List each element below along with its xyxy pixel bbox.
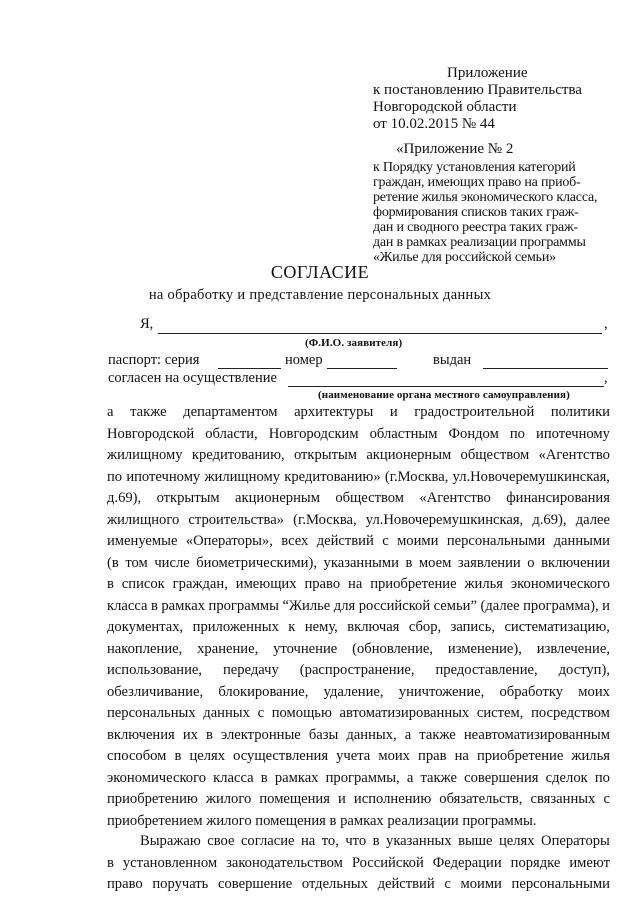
text-line	[107, 574, 610, 596]
word: программа),	[523, 597, 599, 614]
word: базы	[308, 726, 339, 743]
word: а	[107, 404, 114, 420]
word: данных,	[346, 726, 397, 743]
word: моими	[397, 533, 439, 549]
word: жилого	[205, 791, 252, 807]
word: что	[345, 833, 367, 849]
word: числе	[154, 554, 190, 571]
word: акционерным	[235, 490, 320, 506]
word: блокирование,	[218, 683, 309, 700]
text-line	[107, 831, 610, 853]
word: класса	[107, 597, 148, 614]
text-line	[107, 703, 610, 725]
word: список	[121, 576, 165, 592]
word: заявлении	[457, 554, 521, 571]
word: д.69),	[107, 490, 142, 506]
word: имеют	[569, 854, 610, 871]
word: право	[304, 576, 341, 592]
word: отдельных	[301, 876, 368, 892]
word: исполнению	[353, 791, 432, 807]
i-label: Я,	[140, 316, 154, 332]
word: Федерации	[432, 854, 502, 871]
word: Выражаю	[140, 833, 201, 849]
word: и	[602, 597, 610, 614]
word: кредитованию,	[191, 447, 285, 463]
word: прав	[418, 748, 447, 764]
word: приобретению	[107, 791, 198, 807]
word: рамках	[274, 769, 319, 786]
appendix-line-2: к постановлению Правительства	[373, 82, 582, 98]
word: строительства»	[188, 511, 284, 528]
word: жилищному	[204, 468, 281, 485]
word: осуществления	[233, 748, 329, 764]
word: документах,	[107, 619, 184, 635]
appendix-line-3: Новгородской области	[373, 99, 517, 115]
word: Новгородской	[107, 425, 195, 442]
word: систематизацию,	[504, 619, 610, 635]
word: том	[125, 554, 148, 571]
word: помощью	[271, 705, 332, 721]
word: архитектуры	[294, 404, 374, 420]
word: передачу	[223, 662, 279, 678]
word: в	[372, 833, 380, 849]
word: персональными	[446, 533, 546, 549]
word: и	[389, 404, 398, 420]
word: моем	[418, 554, 452, 571]
word: данными	[553, 533, 610, 549]
word: совершения	[464, 769, 539, 786]
word: указанными	[323, 554, 399, 571]
word: с	[382, 533, 389, 549]
word: биометрическими),	[196, 554, 317, 571]
text-line	[107, 596, 610, 618]
passport-label: паспорт: серия	[108, 352, 200, 368]
word: (в	[107, 554, 119, 571]
word: в	[405, 554, 413, 571]
word: граждан,	[172, 576, 228, 592]
word: приобретение	[476, 748, 564, 764]
word: персональных	[107, 705, 196, 721]
appendix-2-line-4: формирования списков таких граж-	[373, 205, 579, 220]
text-line	[107, 402, 610, 424]
text-line	[107, 553, 610, 575]
document-title: СОГЛАСИЕ	[270, 262, 370, 282]
text-line	[107, 789, 610, 811]
word: с	[257, 705, 265, 721]
word: «Операторы»,	[185, 533, 273, 549]
word: систем,	[476, 705, 524, 721]
word: финансирования	[506, 490, 610, 506]
paragraph-2	[107, 831, 610, 896]
word: «Агентство	[538, 447, 610, 463]
word: моими	[460, 876, 502, 892]
word: “Жилье	[282, 597, 331, 614]
word: электронные	[221, 726, 301, 743]
word: указанных	[386, 833, 452, 849]
word: уничтожение,	[398, 683, 485, 700]
text-line	[107, 639, 610, 661]
word: (далее	[480, 597, 520, 614]
word: градостроительной	[414, 404, 535, 420]
word: на	[300, 833, 316, 849]
appendix-line-4: от 10.02.2015 № 44	[373, 116, 495, 132]
word: а	[404, 726, 412, 743]
text-line	[107, 660, 610, 682]
appendix-2-line-6: дан в рамках реализации программы	[373, 235, 586, 250]
word: с	[444, 876, 451, 892]
word: на	[454, 748, 469, 764]
word: изменение),	[447, 640, 522, 657]
word: на	[348, 576, 363, 592]
word: для	[333, 597, 356, 614]
word: в	[206, 726, 213, 743]
word: (г.Москва,	[384, 468, 449, 485]
authority-caption: (наименование органа местного самоуправления)	[318, 389, 570, 401]
appendix-2-title: «Приложение № 2	[396, 141, 514, 157]
word: д.69),	[532, 511, 567, 528]
word: Фондом	[448, 425, 499, 442]
word: сделок	[545, 769, 588, 786]
word: учета	[336, 748, 371, 764]
word: ипотечному	[536, 425, 610, 442]
word: жилья	[571, 748, 610, 764]
text-line	[107, 424, 610, 446]
word: по	[594, 769, 610, 786]
word: Операторы	[541, 833, 610, 849]
word: согласие	[240, 833, 295, 849]
word: также	[130, 404, 167, 420]
word: жилья	[464, 576, 504, 592]
name-caption: (Ф.И.О. заявителя)	[305, 337, 403, 349]
word: автоматизированных	[339, 705, 470, 721]
word: обществом	[335, 490, 405, 506]
word: поручать	[152, 876, 209, 892]
text-line	[107, 725, 610, 747]
appendix-2-line-5: дан и сводного реестра таких граж-	[373, 220, 578, 235]
appendix-2-line-3: ретение жилья экономического класса,	[373, 190, 598, 205]
word: жилищного	[107, 511, 180, 528]
text-line	[107, 682, 610, 704]
word: предоставление,	[435, 662, 538, 678]
word: российской	[358, 597, 431, 614]
word: обезличивание,	[107, 683, 204, 700]
word: хранение,	[197, 640, 259, 657]
word: их	[182, 726, 198, 743]
word: рамках	[161, 597, 206, 614]
word: программы	[208, 597, 279, 614]
word: открытым	[156, 490, 220, 506]
word: накопление,	[107, 640, 183, 657]
word: действий	[377, 876, 435, 892]
word: связанных	[530, 791, 596, 807]
text-line	[107, 874, 610, 896]
word: областным	[369, 425, 438, 442]
word: политики	[550, 404, 610, 420]
word: в	[107, 576, 114, 592]
word: области,	[205, 425, 258, 442]
word: департаментом	[183, 404, 278, 420]
word: далее	[575, 511, 610, 528]
word: посредством	[531, 705, 610, 721]
word: включая	[347, 619, 400, 635]
word: семьи”	[433, 597, 477, 614]
consent-trailing-comma: ,	[604, 370, 608, 386]
word: уточнение	[273, 640, 338, 657]
number-label: номер	[285, 352, 323, 368]
text-line	[107, 853, 610, 875]
word: порядке	[510, 854, 561, 871]
word: выше	[458, 833, 493, 849]
word: а	[406, 769, 414, 786]
word: доступ),	[558, 662, 610, 678]
text-line	[107, 811, 610, 833]
word: удаление,	[323, 683, 384, 700]
text-line	[107, 445, 610, 467]
text-line	[107, 488, 610, 510]
name-trailing-comma: ,	[604, 316, 608, 332]
word: в	[150, 597, 158, 614]
issued-label: выдан	[433, 352, 472, 368]
word: приобретение	[370, 576, 457, 592]
word: совершение	[218, 876, 293, 892]
word: всех	[281, 533, 309, 549]
text-line	[107, 510, 610, 532]
applicant-name-field[interactable]	[158, 333, 602, 334]
word: включения	[107, 726, 175, 743]
word: Новгородским	[268, 425, 359, 442]
appendix-line-1: Приложение	[447, 65, 528, 81]
word: свое	[207, 833, 235, 849]
word: акционерным	[366, 447, 452, 463]
word: класса	[213, 769, 254, 786]
word: экономического	[510, 576, 610, 592]
text-line	[107, 746, 610, 768]
word: жилищному	[107, 447, 183, 463]
word: извлечение,	[536, 640, 610, 657]
word: по	[107, 468, 123, 485]
word: открытым	[293, 447, 358, 463]
document-subtitle: на обработку и представление персональных данных	[148, 287, 492, 303]
word: использование,	[107, 662, 203, 678]
word: нему,	[304, 619, 338, 635]
word: обществом	[460, 447, 530, 463]
passport-number-field[interactable]	[327, 368, 397, 369]
word: обработку	[499, 683, 564, 700]
text-line	[107, 531, 610, 553]
word: ипотечному	[126, 468, 201, 485]
word: к	[288, 619, 296, 635]
word: помещения	[259, 791, 330, 807]
word: приобретением жилого помещения в рамках реализации программы.	[107, 812, 537, 829]
paragraph-1	[107, 402, 610, 832]
word: запись,	[450, 619, 496, 635]
word: именуемые	[107, 533, 178, 549]
text-line	[107, 768, 610, 790]
word: ул.Новочеремушкинская,	[452, 468, 610, 485]
word: экономического	[107, 769, 207, 786]
text-line	[107, 617, 610, 639]
word: также	[419, 726, 456, 743]
word: способом	[107, 748, 167, 764]
word: в	[260, 769, 268, 786]
word: Российской	[351, 854, 424, 871]
word: имеющих	[235, 576, 297, 592]
word: целях	[498, 833, 535, 849]
word: право	[107, 876, 143, 892]
appendix-2-line-2: граждан, имеющих право на приоб-	[373, 175, 581, 190]
word: обязательств,	[439, 791, 523, 807]
word: программы,	[325, 769, 400, 786]
authority-field[interactable]	[288, 386, 604, 387]
appendix-2-line-1: к Порядку установления категорий	[373, 160, 576, 175]
appendix-2-line-7: «Жилье для российской семьи»	[373, 250, 556, 265]
text-line	[107, 467, 610, 489]
word: «Агентство	[419, 490, 491, 506]
word: приложенных	[192, 619, 279, 635]
passport-series-field[interactable]	[218, 368, 281, 369]
word: (обновление,	[352, 640, 434, 657]
word: моих	[378, 748, 410, 764]
word: также	[420, 769, 457, 786]
word: (г.Москва,	[293, 511, 357, 528]
word: установленном	[122, 854, 218, 871]
word: ул.Новочеремушкинская,	[365, 511, 524, 528]
word: сбор,	[408, 619, 442, 635]
word: в	[107, 854, 114, 871]
word: целях	[189, 748, 226, 764]
word: данных	[203, 705, 250, 721]
word: законодательством	[226, 854, 343, 871]
word: моих	[578, 683, 610, 700]
word: по	[509, 425, 525, 442]
word: персональными	[511, 876, 610, 892]
consent-label: согласен на осуществление	[108, 370, 277, 386]
word: (распространение,	[299, 662, 415, 678]
word: включении	[541, 554, 610, 571]
word: действий	[316, 533, 374, 549]
word: о	[527, 554, 535, 571]
passport-issued-field[interactable]	[483, 368, 608, 369]
word: неавтоматизированным	[463, 726, 610, 743]
word: и	[338, 791, 346, 807]
word: с	[603, 791, 610, 807]
word: то,	[321, 833, 339, 849]
word: в	[174, 748, 182, 764]
word: кредитованию»	[284, 468, 381, 485]
